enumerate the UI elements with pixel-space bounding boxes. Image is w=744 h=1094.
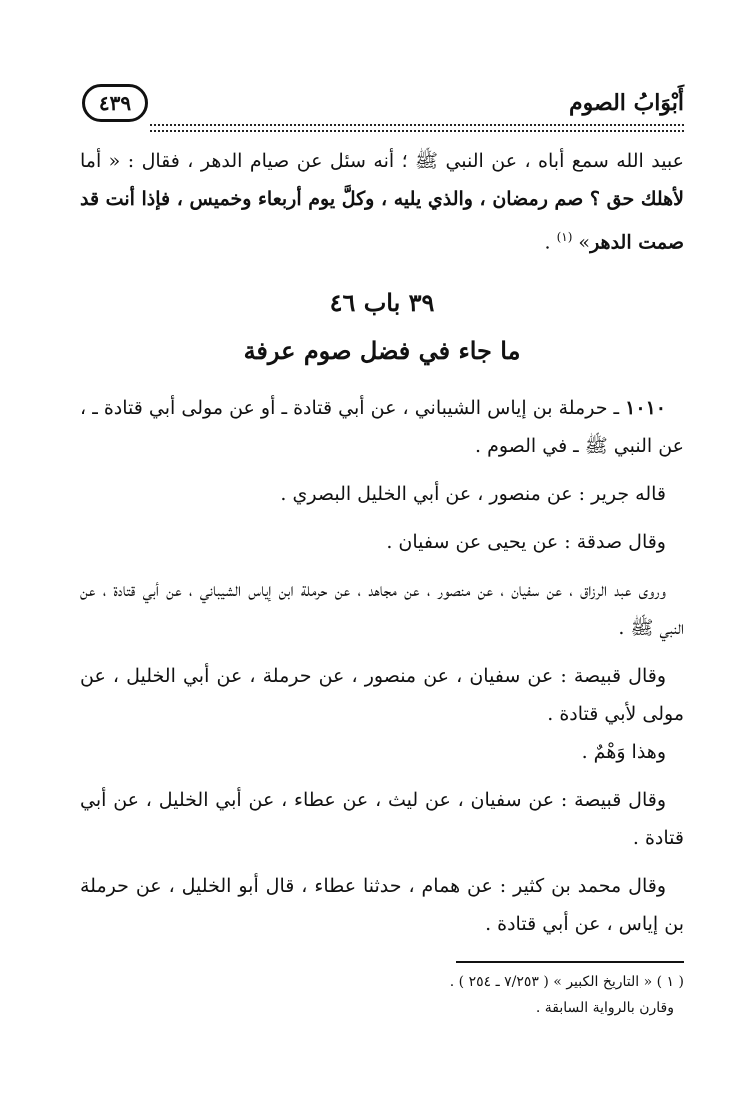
- narration-paragraph: وقال قبيصة : عن سفيان ، عن ليث ، عن عطاء ، عن أبي الخليل ، عن أبي قتادة .: [80, 789, 684, 850]
- running-title: أَبْوَابُ الصوم: [569, 90, 684, 116]
- narration-paragraph: وقال صدقة : عن يحيى عن سفيان .: [386, 531, 666, 554]
- hadith-paragraph: [80, 389, 684, 465]
- intro-quote: لأهلك حق ؟ صم رمضان ، والذي يليه ، وكلَّ يوم أربعاء وخميس ، فإذا أنت قد صمت الدهر: [80, 188, 684, 254]
- narration-paragraph: وقال قبيصة : عن سفيان ، عن منصور ، عن حرملة ، عن أبي الخليل ، عن مولى لأبي قتادة .: [80, 665, 684, 726]
- narration-paragraph: وهذا وَهْمٌ .: [581, 741, 666, 764]
- page-number: ٤٣٩: [98, 91, 132, 115]
- book-page: [80, 80, 684, 1040]
- narration-paragraph: قاله جرير : عن منصور ، عن أبي الخليل البصري .: [280, 483, 666, 506]
- narration-paragraph: وروى عبد الرزاق ، عن سفيان ، عن منصور ، عن مجاهد ، عن حرملة ابن إياس الشيباني ، عن أبي قتادة ، عن النبي ﷺ .: [80, 579, 684, 640]
- footnote: ( ١ ) « التاريخ الكبير » ( ٧/٢٥٣ ـ ٢٥٤ ) .: [449, 974, 684, 991]
- footnote: وقارن بالرواية السابقة .: [535, 1000, 674, 1017]
- chapter-title: ما جاء في فضل صوم عرفة: [243, 336, 521, 366]
- intro-tail: .: [544, 231, 557, 254]
- intro-quote-close: »: [572, 231, 591, 254]
- page-header: [80, 80, 684, 136]
- hadith-text: ـ حرملة بن إياس الشيباني ، عن أبي قتادة ـ أو عن مولى أبي قتادة ـ ، عن النبي ﷺ ـ في الصوم .: [80, 397, 684, 458]
- intro-text: عبيد الله سمع أباه ، عن النبي ﷺ ؛ أنه سئل عن صيام الدهر ، فقال : « أما: [80, 150, 685, 172]
- narration-paragraph: وقال محمد بن كثير : عن همام ، حدثنا عطاء ، قال أبو الخليل ، عن حرملة بن إياس ، عن أبي قتادة .: [80, 875, 684, 936]
- header-rule: [150, 124, 684, 132]
- hadith-number: ١٠١٠: [625, 397, 666, 420]
- page-number-badge: [82, 84, 148, 122]
- footnote-ref: (١): [556, 230, 573, 244]
- intro-paragraph: [80, 142, 684, 261]
- chapter-heading: ٣٩ باب ٤٦: [329, 288, 435, 318]
- footnote-divider: [456, 961, 684, 963]
